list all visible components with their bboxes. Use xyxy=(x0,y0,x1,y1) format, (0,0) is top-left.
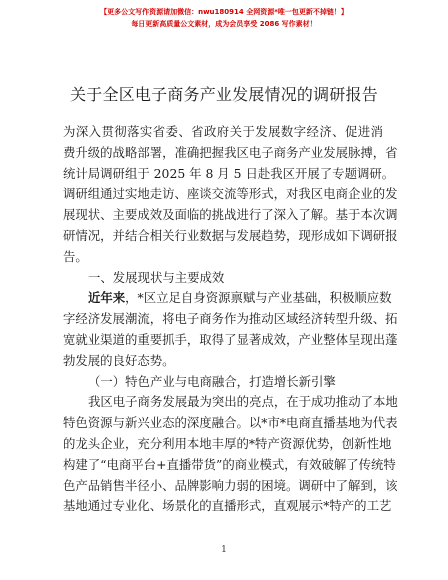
subsection-1-line: 特色资源与新兴业态的深度融合。以*市*电商直播基地为代表 xyxy=(63,415,398,431)
document-title: 关于全区电子商务产业发展情况的调研报告 xyxy=(70,85,378,104)
promo-banner-line-2: 每日更新高质量公文素材，成为会员享受 2086 写作素材！ xyxy=(131,20,317,28)
section-1-line: 勃发展的良好态势。 xyxy=(63,352,175,368)
section-1-first-line xyxy=(63,288,392,309)
intro-line: 研情况，并结合相关行业数据与发展趋势，现形成如下调研报 xyxy=(63,227,398,243)
intro-line: 展现状、主要成效及面临的挑战进行了深入了解。基于本次调 xyxy=(63,207,398,223)
promo-banner-line-1: 【更多公文写作资源请加微信：nwu180914 全网资源*唯一包更新不掉链！】 xyxy=(100,8,348,16)
subsection-1-line: 的龙头企业，充分利用本地丰厚的*特产资源优势，创新性地 xyxy=(63,435,392,451)
section-1-line: 宽就业渠道的重要抓手，取得了显著成效，产业整体呈现出蓬 xyxy=(63,331,398,347)
intro-line: 统计局调研组于 2025 年 8 月 5 日赴我区开展了专题调研。 xyxy=(63,165,395,181)
intro-line: 费升级的战略部署，准确把握我区电子商务产业发展脉搏，省 xyxy=(63,144,398,160)
promo-banner xyxy=(0,6,448,30)
page-number: 1 xyxy=(221,545,227,555)
intro-line: 为深入贯彻落实省委、省政府关于发展数字经济、促进消 xyxy=(63,124,383,139)
subsection-1-heading: （一）特色产业与电商融合，打造增长新引擎 xyxy=(88,373,336,389)
section-1-paragraph xyxy=(63,288,398,371)
subsection-1-line: 基地通过专业化、场景化的直播形式，直观展示*特产的工艺 xyxy=(63,498,392,514)
section-1-line: 字经济发展潮流，将电子商务作为推动区域经济转型升级、拓 xyxy=(63,311,398,327)
section-1-lead: 近年来 xyxy=(88,290,126,306)
intro-line: 告。 xyxy=(63,248,88,264)
intro-paragraph xyxy=(63,122,398,268)
subsection-1-line: 色产品销售半径小、品牌影响力弱的困境。调研中了解到，该 xyxy=(63,477,398,493)
document-body xyxy=(63,122,398,517)
section-1-heading: 一、发展现状与主要成效 xyxy=(88,269,225,285)
subsection-1-line: 构建了“电商平台+直播带货”的商业模式，有效破解了传统特 xyxy=(63,456,396,472)
subsection-1-line: 我区电子商务发展最为突出的亮点，在于成功推动了本地 xyxy=(88,394,398,410)
section-1-line: ，*区立足自身资源禀赋与产业基础，积极顺应数 xyxy=(125,290,392,306)
subsection-1-paragraph xyxy=(63,392,398,517)
intro-line: 调研组通过实地走访、座谈交流等形式，对我区电商企业的发 xyxy=(63,186,398,202)
